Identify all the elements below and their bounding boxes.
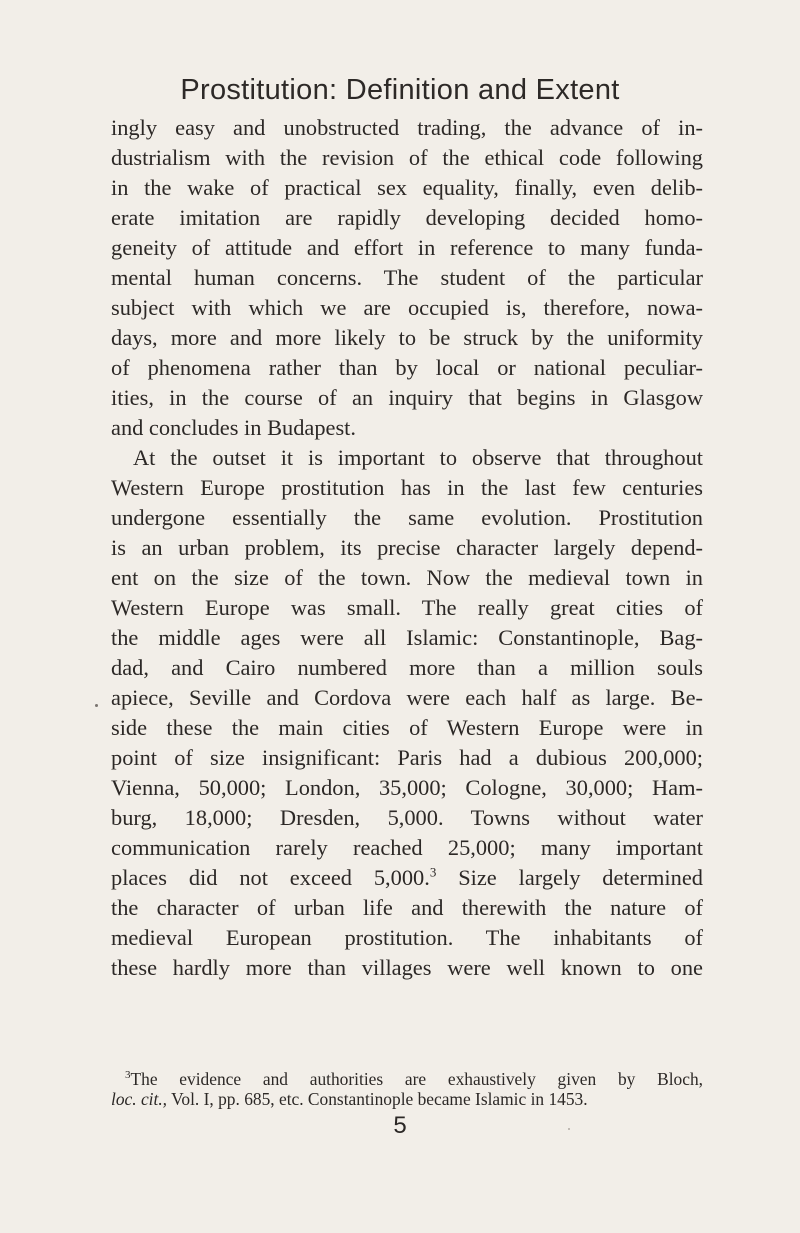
running-head: Prostitution: Definition and Extent bbox=[180, 74, 620, 106]
footnote-text: Vol. I, pp. 685, etc. Constantinople became Islamic in 1453. bbox=[171, 1089, 588, 1109]
margin-speck bbox=[95, 704, 98, 707]
footnote-reference: 3 bbox=[429, 864, 437, 880]
body-line: mental human concerns. The student of the particular bbox=[111, 265, 703, 290]
body-line: point of size insignificant: Paris had a dubious 200,000; bbox=[111, 745, 703, 770]
body-line: undergone essentially the same evolution. Prostitution bbox=[111, 505, 703, 530]
body-line-end: Size largely determined bbox=[436, 865, 703, 890]
body-line: apiece, Seville and Cordova were each half as large. Be- bbox=[111, 685, 703, 710]
body-line: Western Europe was small. The really great cities of bbox=[111, 595, 703, 620]
body-line: geneity of attitude and effort in reference to many funda- bbox=[111, 235, 703, 260]
body-line: is an urban problem, its precise character largely depend- bbox=[111, 535, 703, 560]
footnote-text: The evidence and authorities are exhaustively given by Bloch, bbox=[130, 1069, 703, 1089]
body-line: communication rarely reached 25,000; many important bbox=[111, 835, 703, 860]
body-line: Western Europe prostitution has in the last few centuries bbox=[111, 475, 703, 500]
body-line: the character of urban life and therewith the nature of bbox=[111, 895, 703, 920]
body-line: erate imitation are rapidly developing decided homo- bbox=[111, 205, 703, 230]
body-line: ities, in the course of an inquiry that begins in Glasgow bbox=[111, 385, 703, 410]
body-line: burg, 18,000; Dresden, 5,000. Towns without water bbox=[111, 805, 703, 830]
footnote-line bbox=[111, 1089, 703, 1109]
body-line: dad, and Cairo numbered more than a million souls bbox=[111, 655, 703, 680]
body-line: days, more and more likely to be struck by the uniformity bbox=[111, 325, 703, 350]
body-line: in the wake of practical sex equality, finally, even delib- bbox=[111, 175, 703, 200]
body-line: medieval European prostitution. The inhabitants of bbox=[111, 925, 703, 950]
body-line: At the outset it is important to observe that throughout bbox=[133, 445, 703, 470]
body-line-start: places did not exceed 5,000. bbox=[111, 865, 430, 890]
body-line: dustrialism with the revision of the ethical code following bbox=[111, 145, 703, 170]
body-line: these hardly more than villages were well known to one bbox=[111, 955, 703, 980]
body-line: and concludes in Budapest. bbox=[111, 415, 356, 440]
paper-speck bbox=[568, 1128, 570, 1130]
body-line: side these the main cities of Western Europe were in bbox=[111, 715, 703, 740]
footnote bbox=[111, 1069, 703, 1109]
body-line: subject with which we are occupied is, therefore, nowa- bbox=[111, 295, 703, 320]
footnote-marker: 3 bbox=[125, 1069, 131, 1082]
body-line: of phenomena rather than by local or national peculiar- bbox=[111, 355, 703, 380]
footnote-line bbox=[111, 1069, 703, 1089]
body-line: the middle ages were all Islamic: Constantinople, Bag- bbox=[111, 625, 703, 650]
page-number: 5 bbox=[393, 1112, 407, 1139]
body-line: Vienna, 50,000; London, 35,000; Cologne, 30,000; Ham- bbox=[111, 775, 703, 800]
body-text bbox=[111, 113, 703, 983]
body-line: ent on the size of the town. Now the medieval town in bbox=[111, 565, 703, 590]
body-line-with-footnote-ref bbox=[111, 863, 703, 893]
footnote-citation: loc. cit., bbox=[111, 1089, 168, 1109]
body-line: ingly easy and unobstructed trading, the advance of in- bbox=[111, 115, 703, 140]
